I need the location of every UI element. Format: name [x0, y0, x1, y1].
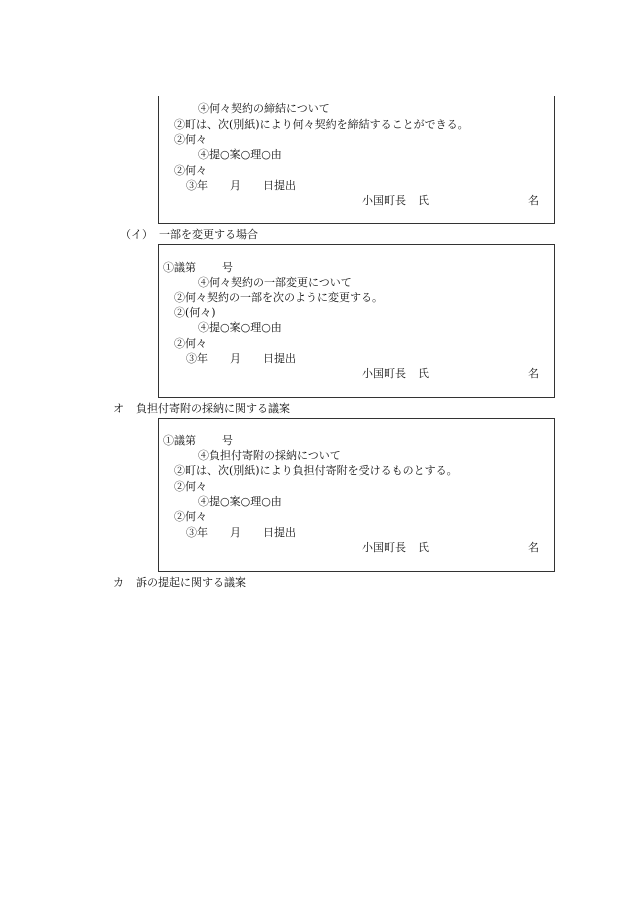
bill-item: ②(何々) [174, 306, 216, 319]
section-title: 訴の提起に関する議案 [136, 576, 246, 589]
bill-reason-item: ②何々 [174, 510, 207, 523]
section-title: 一部を変更する場合 [159, 228, 258, 241]
signature-mei: 名 [528, 194, 539, 207]
submission-date [186, 179, 296, 193]
bill-reason: ④提○案○理○由 [198, 148, 282, 161]
bill-body: ②町は、次(別紙)により負担付寄附を受けるものとする。 [174, 464, 458, 477]
bill-title: ④何々契約の一部変更について [198, 276, 352, 289]
submission-date [186, 352, 296, 366]
section-title: 負担付寄附の採納に関する議案 [136, 402, 290, 415]
bill-reason-item: ②何々 [174, 164, 207, 177]
signature-shi: 氏 [418, 194, 429, 207]
bill-title: ④何々契約の締結について [198, 102, 330, 115]
bill-number-suffix: 号 [222, 261, 233, 274]
signature-title: 小国町長 [362, 367, 406, 380]
bill-reason-item: ②何々 [174, 337, 207, 350]
date-day: 日提出 [263, 352, 296, 365]
date-year: ③年 [186, 179, 208, 192]
signature-mei: 名 [528, 541, 539, 554]
section-label: （イ） [120, 228, 153, 241]
bill-number [163, 434, 233, 448]
section-heading-ka [113, 576, 246, 590]
date-month: 月 [230, 526, 241, 539]
submission-date [186, 526, 296, 540]
date-day: 日提出 [263, 526, 296, 539]
date-year: ③年 [186, 526, 208, 539]
bill-title: ④負担付寄附の採納について [198, 449, 341, 462]
bill-reason: ④提○案○理○由 [198, 495, 282, 508]
signature-shi: 氏 [418, 367, 429, 380]
section-heading-i [120, 228, 258, 242]
signature-title: 小国町長 [362, 541, 406, 554]
date-day: 日提出 [263, 179, 296, 192]
date-month: 月 [230, 352, 241, 365]
bill-body: ②何々契約の一部を次のように変更する。 [174, 291, 383, 304]
bill-reason: ④提○案○理○由 [198, 321, 282, 334]
bill-number-prefix: ①議第 [163, 261, 196, 274]
bill-body: ②町は、次(別紙)により何々契約を締結することができる。 [174, 118, 469, 131]
signature-shi: 氏 [418, 541, 429, 554]
signature-title: 小国町長 [362, 194, 406, 207]
bill-number-suffix: 号 [222, 434, 233, 447]
date-month: 月 [230, 179, 241, 192]
bill-item: ②何々 [174, 133, 207, 146]
section-label: オ [113, 402, 124, 415]
bill-number-prefix: ①議第 [163, 434, 196, 447]
section-label: カ [113, 576, 124, 589]
bill-number [163, 261, 233, 275]
date-year: ③年 [186, 352, 208, 365]
signature-mei: 名 [528, 367, 539, 380]
section-heading-o [113, 402, 290, 416]
bill-item: ②何々 [174, 480, 207, 493]
